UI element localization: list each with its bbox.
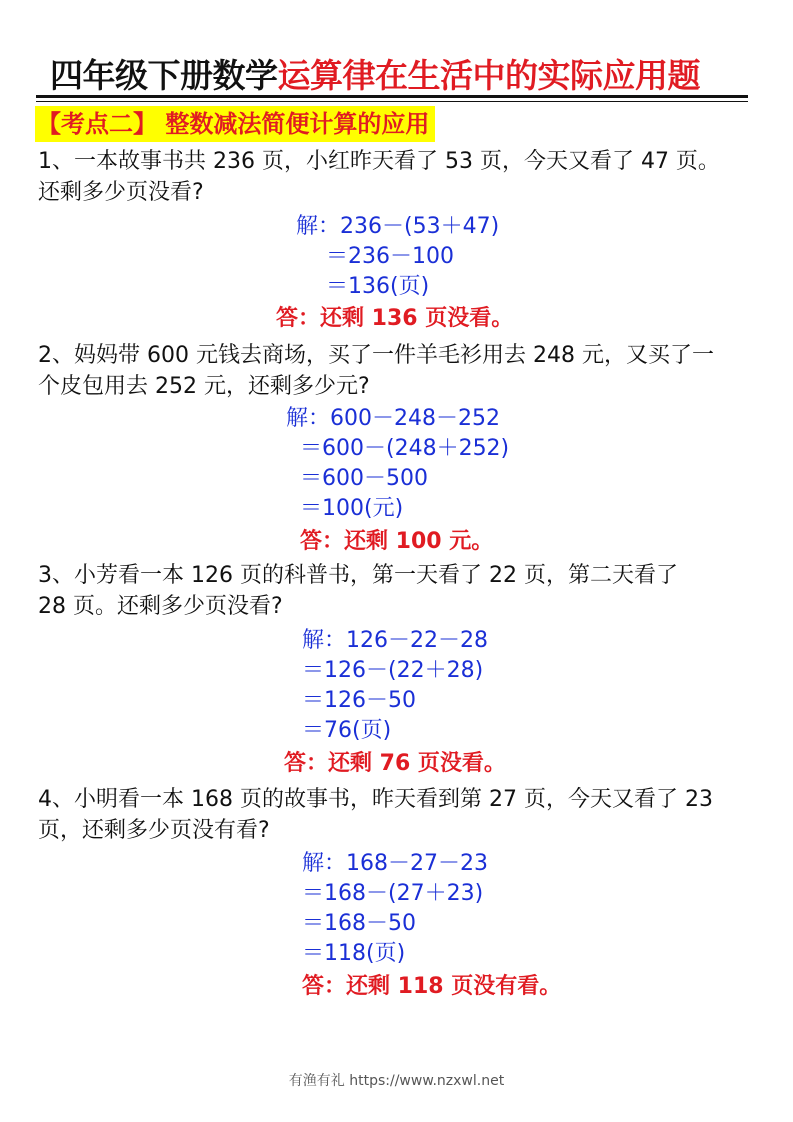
question-line: 个皮包用去 252 元，还剩多少元? [38, 374, 370, 399]
section-heading: 【考点二】 整数减法简便计算的应用 [35, 106, 435, 142]
solution-step: ＝168－50 [302, 911, 416, 936]
problem-2-solution [286, 404, 509, 524]
footer-watermark: 有渔有礼 https://www.nzxwl.net [288, 1073, 505, 1089]
problem-3-answer: 答：还剩 76 页没看。 [284, 751, 506, 776]
solution-step: 解：168－27－23 [302, 851, 488, 876]
problem-4-answer: 答：还剩 118 页没有看。 [302, 974, 562, 999]
title-part-topic: 运算律在生活中的实际应用题 [277, 56, 700, 95]
solution-step: 解：236－(53＋47) [296, 214, 500, 239]
problem-3-solution [302, 626, 488, 746]
title-part-grade: 四年级下册数学 [50, 56, 278, 95]
solution-step: 解：126－22－28 [302, 628, 488, 653]
solution-step: ＝76(页) [302, 718, 392, 743]
page-title [50, 50, 750, 95]
problem-2-question [38, 340, 758, 402]
solution-step: ＝600－(248＋252) [300, 436, 510, 461]
question-line: 4、小明看一本 168 页的故事书，昨天看到第 27 页，今天又看了 23 [38, 787, 713, 812]
problem-2-answer: 答：还剩 100 元。 [300, 529, 494, 554]
title-rule-thin [36, 101, 748, 102]
problem-4-question [38, 784, 758, 846]
solution-step: ＝126－50 [302, 688, 416, 713]
title-rule-thick [36, 95, 748, 98]
solution-step: ＝136(页) [326, 274, 430, 299]
problem-1-question [38, 146, 758, 208]
question-line: 1、一本故事书共 236 页，小红昨天看了 53 页，今天又看了 47 页。 [38, 149, 720, 174]
problem-4-solution [302, 849, 488, 969]
solution-step: ＝600－500 [300, 466, 428, 491]
question-line: 28 页。还剩多少页没看? [38, 594, 283, 619]
question-line: 2、妈妈带 600 元钱去商场，买了一件羊毛衫用去 248 元，又买了一 [38, 343, 714, 368]
solution-step: ＝236－100 [326, 244, 454, 269]
solution-step: ＝118(页) [302, 941, 406, 966]
problem-1-answer: 答：还剩 136 页没看。 [276, 306, 514, 331]
solution-step: 解：600－248－252 [286, 406, 500, 431]
problem-3-question [38, 560, 758, 622]
question-line: 还剩多少页没看? [38, 180, 204, 205]
question-line: 页，还剩多少页没有看? [38, 818, 270, 843]
solution-step: ＝168－(27＋23) [302, 881, 484, 906]
solution-step: ＝126－(22＋28) [302, 658, 484, 683]
problem-1-solution [296, 212, 499, 302]
solution-step: ＝100(元) [300, 496, 404, 521]
question-line: 3、小芳看一本 126 页的科普书，第一天看了 22 页，第二天看了 [38, 563, 678, 588]
